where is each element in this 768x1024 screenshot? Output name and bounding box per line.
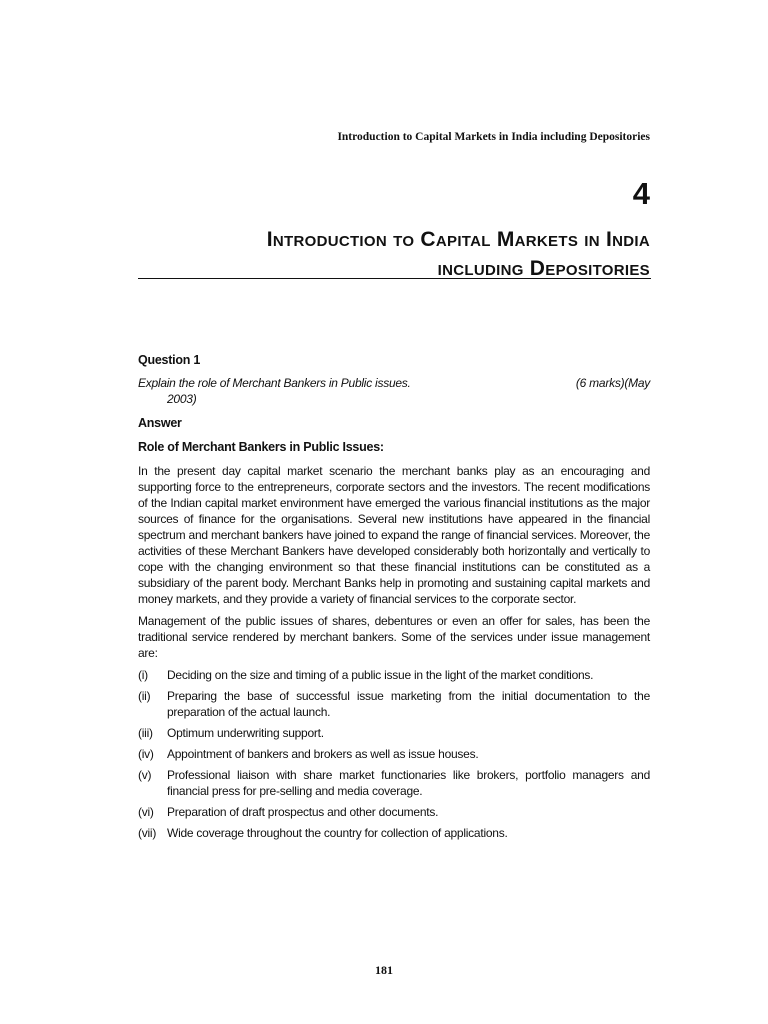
list-item-text: Appointment of bankers and brokers as well as issue houses. [167,747,479,761]
list-item [138,688,650,720]
section-heading: Role of Merchant Bankers in Public Issues: [138,440,384,454]
chapter-title-line-1: Introduction to Capital Markets in India [266,228,650,251]
question-marks: (6 marks)(May [575,376,650,390]
list-item-number: (iv) [138,747,154,761]
list-item [138,725,650,741]
list-item-text: Wide coverage throughout the country for collection of applications. [167,826,508,840]
chapter-title [130,225,650,283]
question-text: Explain the role of Merchant Bankers in Public issues. [138,376,411,390]
list-item-number: (vii) [138,826,157,840]
question-year: 2003) [167,392,197,406]
list-item-text: Deciding on the size and timing of a public issue in the light of the market conditions. [167,668,594,682]
list-item-number: (i) [138,668,148,682]
question-label: Question 1 [138,353,201,367]
list-item-number: (ii) [138,689,151,703]
title-divider [138,278,651,279]
list-item [138,804,650,820]
page-number: 181 [375,963,393,977]
chapter-title-line-2: including Depositories [437,257,650,280]
list-item-number: (iii) [138,726,153,740]
answer-paragraph-1: In the present day capital market scenario the merchant banks play as an encouraging and supporting force to the entrepreneurs, corporate sectors and the investors. The recent modifications of the Indian capital market environment have emerged the various financial institutions as the major sources of finance for the organisations. Several new institutions have appeared in the financial spectrum and merchant bankers have joined to expand the range of financial services. Moreover, the activities of these Merchant Bankers have developed considerably both horizontally and vertically to cope with the changing environment so that these financial institutions can be constituted as a subsidiary of the parent body. Merchant Banks help in promoting and sustaining capital markets and money markets, and they provide a variety of financial services to the corporate sector. [138,464,650,606]
list-item-text: Preparation of draft prospectus and other documents. [167,805,439,819]
list-item-number: (v) [138,768,152,782]
list-item-text: Professional liaison with share market functionaries like brokers, portfolio managers and financial press for pre-selling and media coverage. [167,768,650,798]
list-item [138,825,650,841]
answer-paragraph-2: Management of the public issues of shares, debentures or even an offer for sales, has been the traditional service rendered by merchant bankers. Some of the services under issue management are: [138,614,650,660]
list-item [138,746,650,762]
services-list [138,667,650,841]
list-item [138,667,650,683]
answer-label: Answer [138,416,182,430]
chapter-number: 4 [632,176,650,211]
list-item-text: Preparing the base of successful issue marketing from the initial documentation to the preparation of the actual launch. [167,689,650,719]
list-item-text: Optimum underwriting support. [167,726,324,740]
running-header: Introduction to Capital Markets in India including Depositories [337,131,650,143]
question-text-row [138,375,650,391]
main-content [138,352,650,846]
list-item [138,767,650,799]
list-item-number: (vi) [138,805,154,819]
